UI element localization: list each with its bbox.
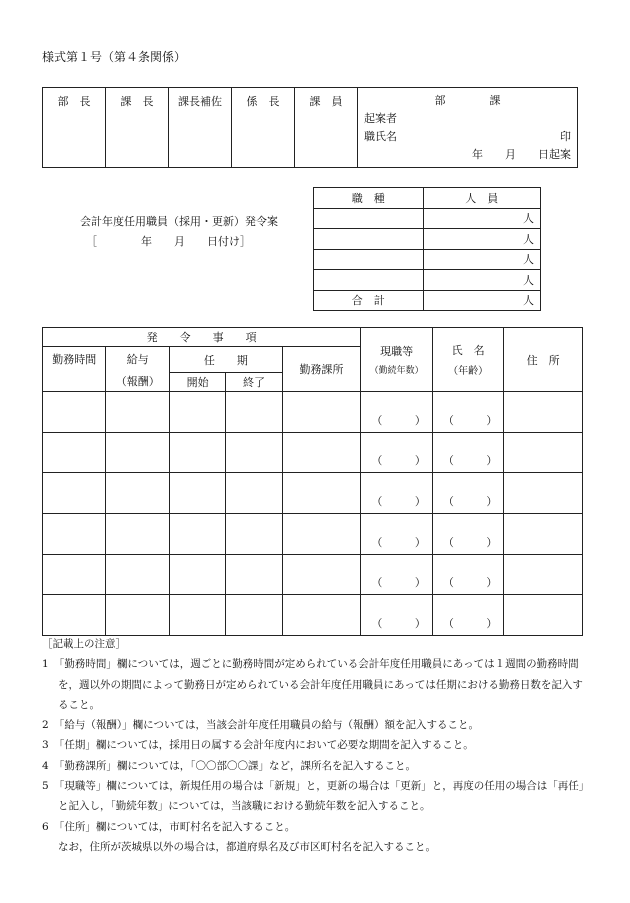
table-cell	[106, 595, 169, 636]
paren-close: ）	[414, 535, 426, 549]
table-cell	[106, 554, 169, 595]
approval-col-kachohosa: 課長補佐	[169, 88, 232, 168]
age-paren	[432, 432, 504, 473]
document-date: ［ 年 月 日付け］	[86, 235, 251, 248]
table-cell	[106, 432, 169, 473]
paren-open: （	[371, 576, 383, 590]
personnel-table	[313, 187, 541, 311]
table-cell	[504, 432, 583, 473]
draft-date-line: 年 月 日起案	[472, 148, 571, 161]
col-pay: 給与 （報酬）	[106, 347, 169, 392]
paren-close: ）	[414, 454, 426, 468]
personnel-total-label: 合 計	[314, 290, 424, 311]
approval-col-bucho: 部 長	[43, 88, 106, 168]
paren-close: ）	[486, 535, 498, 549]
form-label: 様式第１号（第４条関係）	[42, 50, 187, 64]
paren-open: （	[371, 495, 383, 509]
notes-footer: なお，住所が茨城県以外の場合は，都道府県名及び市区町村名を記入すること。	[58, 840, 436, 853]
table-cell	[504, 392, 583, 433]
paren-close: ）	[486, 617, 498, 631]
table-cell	[282, 432, 361, 473]
col-section: 勤務課所	[282, 347, 361, 392]
table-cell	[169, 554, 225, 595]
years-paren	[361, 514, 433, 555]
table-cell	[226, 514, 282, 555]
table-cell	[43, 473, 106, 514]
paren-close: ）	[414, 576, 426, 590]
years-paren	[361, 595, 433, 636]
paren-close: ）	[486, 454, 498, 468]
table-cell	[43, 595, 106, 636]
appointment-table	[42, 327, 583, 636]
table-cell	[43, 392, 106, 433]
paren-open: （	[371, 617, 383, 631]
approval-table	[42, 87, 578, 168]
table-cell	[106, 473, 169, 514]
years-paren	[361, 432, 433, 473]
col-position: 現職等 （勤続年数）	[361, 328, 433, 392]
paren-close: ）	[486, 495, 498, 509]
approval-col-kacho: 課 長	[106, 88, 169, 168]
note-item-5: 5 「現職等」欄については，新規任用の場合は「新規」と，更新の場合は「更新」と，再度の任用の場合は「再任」と記入し，「勤続年数」については，当該職における勤続年数を記入すること。	[42, 780, 590, 813]
table-cell	[169, 473, 225, 514]
table-cell	[43, 432, 106, 473]
table-cell	[504, 473, 583, 514]
dept-line: 部 課	[434, 94, 501, 107]
drafter-label: 起案者	[364, 112, 397, 125]
col-name: 氏 名 （年齢）	[432, 328, 504, 392]
col-address: 住 所	[504, 328, 583, 392]
note-item-6: 6 「住所」欄については，市町村名を記入すること。	[42, 820, 296, 833]
table-cell	[169, 392, 225, 433]
table-cell	[169, 595, 225, 636]
age-paren	[432, 392, 504, 433]
notes-section	[42, 634, 592, 857]
table-cell	[106, 392, 169, 433]
personnel-total-row: 合 計 人	[314, 290, 541, 311]
years-paren	[361, 392, 433, 433]
table-cell	[43, 554, 106, 595]
table-cell	[504, 514, 583, 555]
paren-open: （	[442, 617, 454, 631]
table-cell	[226, 392, 282, 433]
drafter-line	[364, 110, 571, 128]
document-title: 会計年度任用職員（採用・更新）発令案	[80, 215, 278, 228]
table-cell	[282, 554, 361, 595]
table-cell	[282, 514, 361, 555]
age-paren	[432, 595, 504, 636]
paren-open: （	[442, 495, 454, 509]
notes-heading: ［記載上の注意］	[42, 638, 126, 650]
note-item-3: 3 「任期」欄については，採用日の属する会計年度内において必要な期間を記入すること。	[42, 739, 474, 752]
paren-open: （	[442, 454, 454, 468]
paren-open: （	[442, 576, 454, 590]
note-item-4: 4 「勤務課所」欄については，「〇〇部〇〇課」など，課所名を記入すること。	[42, 759, 416, 772]
table-cell	[282, 473, 361, 514]
paren-open: （	[442, 413, 454, 427]
appointment-row	[43, 392, 583, 433]
note-item-2: 2 「給与（報酬）」欄については，当該会計年度任用職員の給与（報酬）額を記入すること。	[42, 719, 479, 732]
appointment-row	[43, 554, 583, 595]
paren-close: ）	[486, 576, 498, 590]
table-cell	[43, 514, 106, 555]
personnel-row: 人	[314, 249, 541, 270]
table-cell	[282, 392, 361, 433]
paren-open: （	[371, 535, 383, 549]
table-cell	[226, 473, 282, 514]
age-paren	[432, 514, 504, 555]
appointment-row	[43, 514, 583, 555]
paren-close: ）	[486, 413, 498, 427]
name-line	[364, 128, 571, 146]
drafter-cell	[358, 88, 578, 168]
personnel-row: 人	[314, 208, 541, 229]
age-paren	[432, 554, 504, 595]
approval-col-kakaricho: 係 長	[232, 88, 295, 168]
col-term-start: 開始	[169, 373, 225, 392]
paren-open: （	[371, 454, 383, 468]
col-term: 任 期	[169, 347, 282, 373]
years-paren	[361, 473, 433, 514]
table-cell	[504, 595, 583, 636]
table-cell	[282, 595, 361, 636]
name-label: 職氏名	[364, 130, 397, 143]
paren-close: ）	[414, 495, 426, 509]
note-item-1: 1 「勤務時間」欄については，週ごとに勤務時間が定められている会計年度任用職員にあっては１週間の勤務時間を，週以外の期間によって勤務日が定められている会計年度任用職員にあっては任期における勤務日数を記入すること。	[42, 658, 583, 711]
group-header: 発 令 事 項	[43, 328, 361, 347]
personnel-header-type: 職 種	[314, 188, 424, 209]
appointment-row	[43, 432, 583, 473]
appointment-row	[43, 595, 583, 636]
personnel-row: 人	[314, 229, 541, 250]
personnel-row: 人	[314, 270, 541, 291]
table-cell	[169, 432, 225, 473]
table-cell	[226, 554, 282, 595]
approval-col-kain: 課 員	[295, 88, 358, 168]
years-paren	[361, 554, 433, 595]
table-cell	[504, 554, 583, 595]
col-hours: 勤務時間	[43, 347, 106, 392]
paren-open: （	[371, 413, 383, 427]
table-cell	[106, 514, 169, 555]
seal-mark: 印	[560, 130, 571, 143]
paren-open: （	[442, 535, 454, 549]
paren-close: ）	[414, 617, 426, 631]
table-cell	[226, 595, 282, 636]
table-cell	[226, 432, 282, 473]
paren-close: ）	[414, 413, 426, 427]
personnel-header-count: 人 員	[423, 188, 540, 209]
table-cell	[169, 514, 225, 555]
age-paren	[432, 473, 504, 514]
col-term-end: 終了	[226, 373, 282, 392]
appointment-row	[43, 473, 583, 514]
